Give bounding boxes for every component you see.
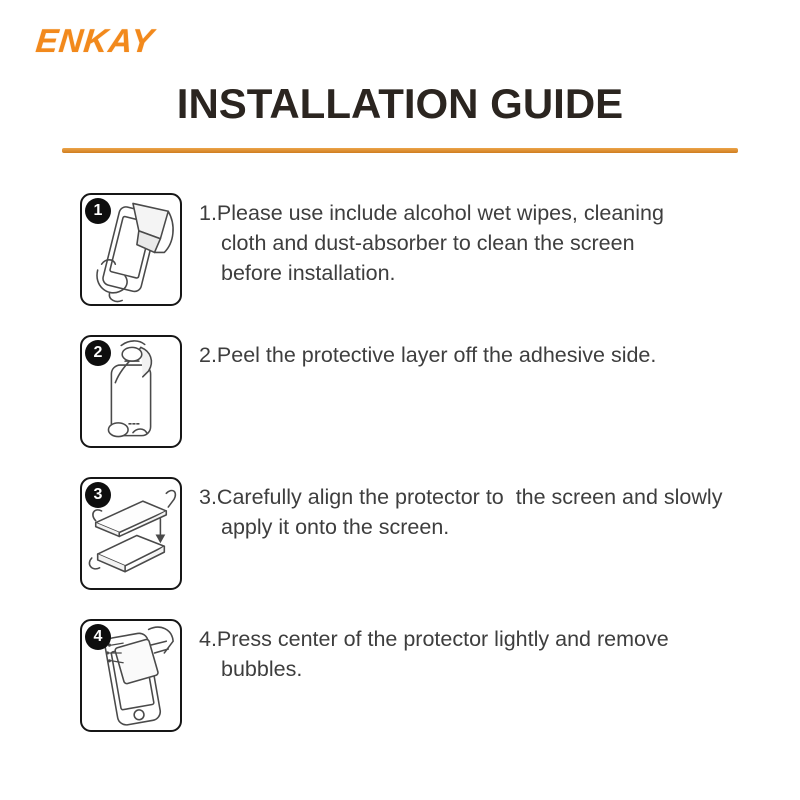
step-row-1 xyxy=(80,193,722,306)
step3-number-badge: 3 xyxy=(85,482,111,508)
step-row-4 xyxy=(80,619,722,732)
step3-line2: apply it onto the screen. xyxy=(221,515,450,539)
step4-line2: bubbles. xyxy=(221,657,303,681)
enkay-logo: ENKAY xyxy=(34,22,157,59)
step4-line1: 4.Press center of the protector lightly and remove xyxy=(199,627,669,651)
step1-illustration-box xyxy=(80,193,182,306)
step4-number-badge: 4 xyxy=(85,624,111,650)
step4-illustration-box xyxy=(80,619,182,732)
step2-line1: 2.Peel the protective layer off the adhesive side. xyxy=(199,343,657,367)
step2-text xyxy=(199,335,656,370)
steps-list xyxy=(80,193,722,761)
step4-text xyxy=(199,619,669,684)
step2-illustration-box xyxy=(80,335,182,448)
step3-line1: 3.Carefully align the protector to the screen and slowly xyxy=(199,485,723,509)
step-row-2 xyxy=(80,335,722,448)
step1-line2: cloth and dust-absorber to clean the screen xyxy=(221,231,635,255)
step1-line1: 1.Please use include alcohol wet wipes, cleaning xyxy=(199,201,664,225)
step2-number-badge: 2 xyxy=(85,340,111,366)
step1-number-badge: 1 xyxy=(85,198,111,224)
step3-illustration-box xyxy=(80,477,182,590)
step1-text xyxy=(199,193,664,288)
step1-line3: before installation. xyxy=(221,261,396,285)
page-title: INSTALLATION GUIDE xyxy=(176,80,624,127)
orange-divider xyxy=(62,148,738,153)
step-row-3 xyxy=(80,477,722,590)
step3-text xyxy=(199,477,722,542)
